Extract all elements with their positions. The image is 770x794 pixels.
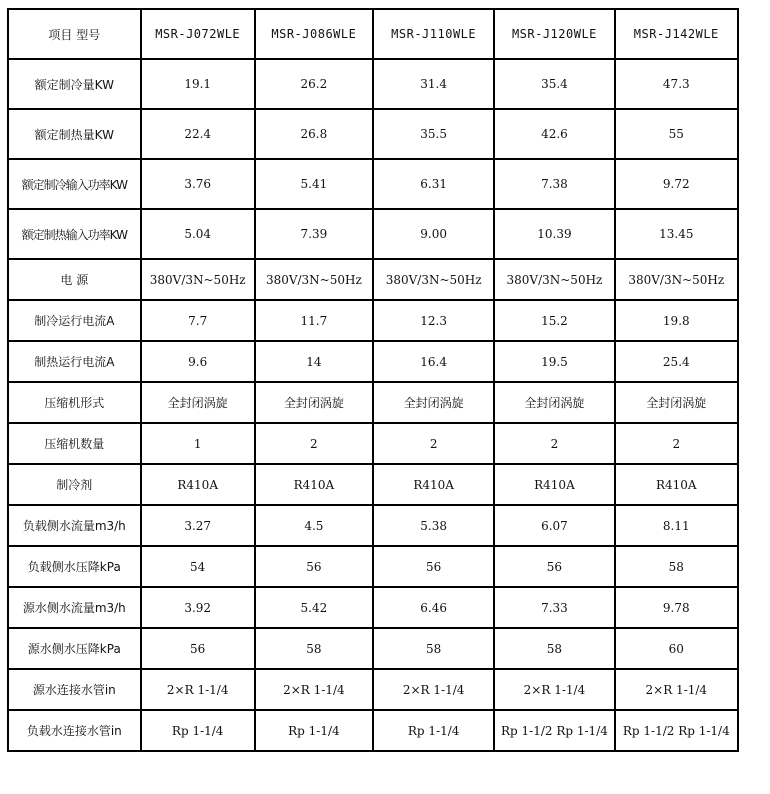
table-row	[8, 423, 738, 464]
row-label: 电 源	[8, 259, 141, 300]
model-header: MSR-J072WLE	[141, 9, 255, 59]
table-cell: 15.2	[494, 300, 614, 341]
table-cell: 3.76	[141, 159, 255, 209]
table-row	[8, 546, 738, 587]
row-label: 额定制热输入功率KW	[8, 209, 141, 259]
table-cell: 56	[141, 628, 255, 669]
row-label: 额定制热量KW	[8, 109, 141, 159]
table-row	[8, 159, 738, 209]
table-cell: 2×R 1-1/4	[141, 669, 255, 710]
table-cell: 60	[615, 628, 738, 669]
table-cell: 3.27	[141, 505, 255, 546]
table-cell: 47.3	[615, 59, 738, 109]
table-cell: R410A	[494, 464, 614, 505]
table-cell: 5.41	[255, 159, 373, 209]
row-label: 负载侧水压降kPa	[8, 546, 141, 587]
table-cell: 2×R 1-1/4	[494, 669, 614, 710]
table-row	[8, 259, 738, 300]
table-cell: Rp 1-1/2 Rp 1-1/4	[615, 710, 738, 751]
table-cell: 56	[373, 546, 494, 587]
table-cell: 58	[494, 628, 614, 669]
table-cell: 42.6	[494, 109, 614, 159]
table-row	[8, 300, 738, 341]
table-cell: 2	[373, 423, 494, 464]
model-header: MSR-J086WLE	[255, 9, 373, 59]
header-row	[8, 9, 738, 59]
table-cell: 5.42	[255, 587, 373, 628]
table-cell: R410A	[255, 464, 373, 505]
table-row	[8, 341, 738, 382]
table-cell: 6.07	[494, 505, 614, 546]
row-label: 制冷运行电流A	[8, 300, 141, 341]
row-label: 负载侧水流量m3/h	[8, 505, 141, 546]
row-label: 制热运行电流A	[8, 341, 141, 382]
table-cell: 22.4	[141, 109, 255, 159]
table-cell: 全封闭涡旋	[255, 382, 373, 423]
table-cell: 54	[141, 546, 255, 587]
table-cell: 26.2	[255, 59, 373, 109]
table-cell: 14	[255, 341, 373, 382]
table-cell: 56	[255, 546, 373, 587]
table-cell: 7.39	[255, 209, 373, 259]
table-cell: 全封闭涡旋	[373, 382, 494, 423]
table-row	[8, 382, 738, 423]
table-cell: 19.5	[494, 341, 614, 382]
table-cell: 2	[255, 423, 373, 464]
table-row	[8, 628, 738, 669]
table-cell: 35.5	[373, 109, 494, 159]
table-row	[8, 464, 738, 505]
model-header: MSR-J110WLE	[373, 9, 494, 59]
table-cell: 9.78	[615, 587, 738, 628]
table-cell: 380V/3N~50Hz	[615, 259, 738, 300]
table-row	[8, 209, 738, 259]
table-cell: 2×R 1-1/4	[373, 669, 494, 710]
table-cell: 全封闭涡旋	[141, 382, 255, 423]
table-cell: 5.38	[373, 505, 494, 546]
table-cell: 9.00	[373, 209, 494, 259]
table-cell: Rp 1-1/2 Rp 1-1/4	[494, 710, 614, 751]
model-header: MSR-J142WLE	[615, 9, 738, 59]
table-cell: R410A	[615, 464, 738, 505]
table-cell: 6.46	[373, 587, 494, 628]
table-cell: 7.38	[494, 159, 614, 209]
table-cell: 全封闭涡旋	[494, 382, 614, 423]
table-cell: 19.1	[141, 59, 255, 109]
table-row	[8, 59, 738, 109]
row-label: 额定制冷输入功率KW	[8, 159, 141, 209]
table-cell: 10.39	[494, 209, 614, 259]
table-cell: 7.33	[494, 587, 614, 628]
table-cell: 2	[615, 423, 738, 464]
table-cell: 19.8	[615, 300, 738, 341]
table-row	[8, 710, 738, 751]
row-label: 负载水连接水管in	[8, 710, 141, 751]
table-cell: 5.04	[141, 209, 255, 259]
table-cell: R410A	[141, 464, 255, 505]
table-cell: 380V/3N~50Hz	[373, 259, 494, 300]
row-label: 压缩机数量	[8, 423, 141, 464]
table-row	[8, 505, 738, 546]
header-label-cell: 项目 型号	[8, 9, 141, 59]
table-cell: 6.31	[373, 159, 494, 209]
table-cell: 11.7	[255, 300, 373, 341]
table-cell: 380V/3N~50Hz	[255, 259, 373, 300]
model-header: MSR-J120WLE	[494, 9, 614, 59]
table-cell: Rp 1-1/4	[373, 710, 494, 751]
table-cell: 31.4	[373, 59, 494, 109]
table-cell: 7.7	[141, 300, 255, 341]
table-cell: 58	[615, 546, 738, 587]
table-cell: 3.92	[141, 587, 255, 628]
table-cell: 全封闭涡旋	[615, 382, 738, 423]
table-cell: 9.72	[615, 159, 738, 209]
table-cell: 55	[615, 109, 738, 159]
table-row	[8, 109, 738, 159]
row-label: 压缩机形式	[8, 382, 141, 423]
table-cell: 13.45	[615, 209, 738, 259]
row-label: 源水连接水管in	[8, 669, 141, 710]
table-cell: 58	[373, 628, 494, 669]
table-cell: 1	[141, 423, 255, 464]
spec-table	[7, 8, 739, 752]
table-cell: Rp 1-1/4	[141, 710, 255, 751]
table-cell: Rp 1-1/4	[255, 710, 373, 751]
table-cell: 16.4	[373, 341, 494, 382]
table-cell: 12.3	[373, 300, 494, 341]
table-cell: R410A	[373, 464, 494, 505]
row-label: 源水侧水流量m3/h	[8, 587, 141, 628]
table-row	[8, 669, 738, 710]
table-cell: 9.6	[141, 341, 255, 382]
table-cell: 380V/3N~50Hz	[141, 259, 255, 300]
table-cell: 58	[255, 628, 373, 669]
table-row	[8, 587, 738, 628]
table-cell: 2	[494, 423, 614, 464]
table-cell: 2×R 1-1/4	[255, 669, 373, 710]
table-cell: 26.8	[255, 109, 373, 159]
table-cell: 4.5	[255, 505, 373, 546]
row-label: 源水侧水压降kPa	[8, 628, 141, 669]
table-cell: 8.11	[615, 505, 738, 546]
row-label: 制冷剂	[8, 464, 141, 505]
table-cell: 25.4	[615, 341, 738, 382]
table-cell: 380V/3N~50Hz	[494, 259, 614, 300]
row-label: 额定制冷量KW	[8, 59, 141, 109]
table-cell: 2×R 1-1/4	[615, 669, 738, 710]
table-cell: 35.4	[494, 59, 614, 109]
table-cell: 56	[494, 546, 614, 587]
